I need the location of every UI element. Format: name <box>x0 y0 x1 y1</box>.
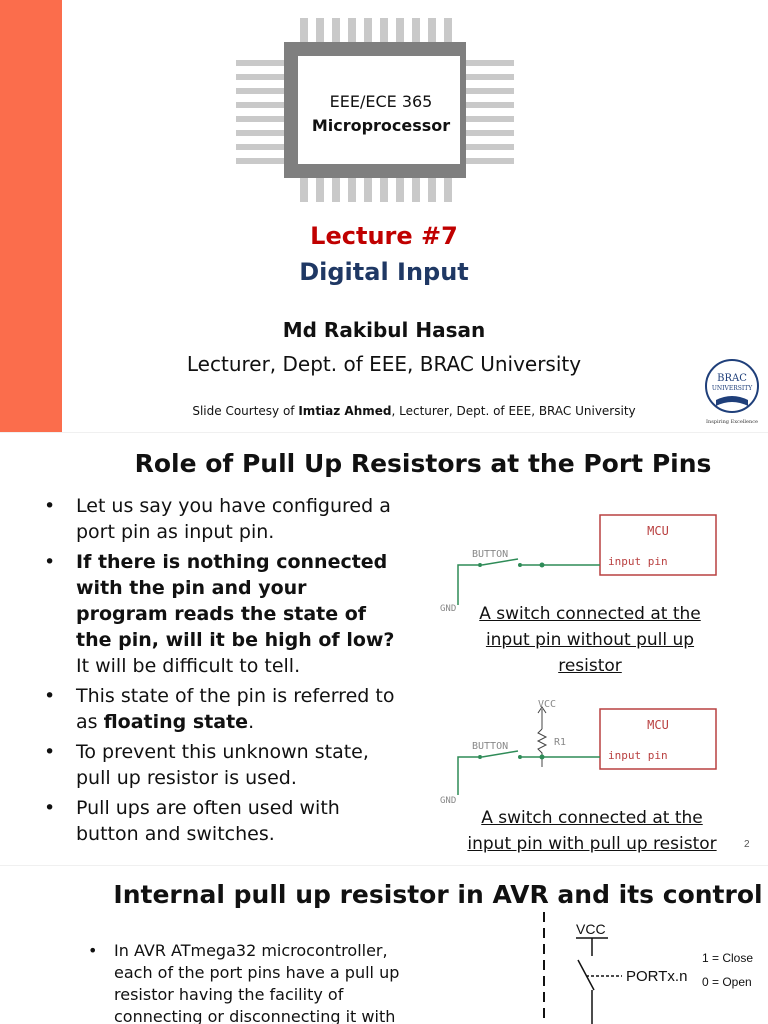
port-label: PORTx.n <box>626 968 688 985</box>
lecture-number: Lecture #7 <box>310 222 458 250</box>
author-affiliation: Lecturer, Dept. of EEE, BRAC University <box>186 352 582 376</box>
vcc-label: VCC <box>576 921 606 937</box>
input-pin-label: input pin <box>608 749 668 762</box>
bullet-list <box>88 940 428 1024</box>
gnd-label: GND <box>440 796 457 806</box>
bullet-item: • In AVR ATmega32 microcontroller, each of the port pins have a pull up resistor having the facility of connecting or disconnecting it with <box>88 941 400 1024</box>
circuit-with-pullup <box>440 699 716 806</box>
mcu-label: MCU <box>647 718 669 732</box>
course-code: EEE/ECE 365 <box>329 92 433 111</box>
input-pin-label: input pin <box>608 555 668 568</box>
close-label: 1 = Close <box>702 951 754 965</box>
courtesy-prefix: Slide Courtesy of <box>192 404 299 418</box>
bullet-text: Pull ups are often used with button and switches. <box>76 797 340 845</box>
button-label: BUTTON <box>472 741 509 752</box>
bullet-text: In AVR ATmega32 microcontroller, each of the port pins have a pull up resistor having the facility of connecting or disconnecting it with <box>114 941 400 1024</box>
caption-with-pullup: A switch connected at the input pin with pull up resistor <box>467 808 717 854</box>
bullet-text: To prevent this unknown state, pull up resistor is used. <box>76 741 369 789</box>
bullet-item: • If there is nothing connected with the pin and your program reads the state of the pin, will it be high of low? It will be difficult to tell. <box>44 551 395 677</box>
logo-tagline: Inspiring Excellence <box>706 419 758 425</box>
gnd-label: GND <box>440 604 457 614</box>
pullup-control-diagram <box>536 912 768 1024</box>
courtesy-name: Imtiaz Ahmed <box>298 404 392 418</box>
bullet-text: This state of the pin is referred to as <box>76 685 395 733</box>
open-label: 0 = Open <box>702 975 752 989</box>
logo-brac: BRAC <box>717 373 747 384</box>
bullet-text: . <box>248 711 255 733</box>
pull-up-slide <box>0 433 768 865</box>
r1-label: R1 <box>554 737 567 748</box>
vcc-label: VCC <box>538 699 557 710</box>
caption-without-pullup: A switch connected at the input pin without pull up resistor <box>479 604 701 676</box>
slide-title: Internal pull up resistor in AVR and its control <box>113 880 763 909</box>
slide-courtesy <box>0 404 768 418</box>
course-name: Microprocessor <box>311 116 451 135</box>
internal-pullup-slide <box>0 866 768 1024</box>
chip-label <box>300 90 462 138</box>
bullet-text: Let us say you have configured a port pin as input pin. <box>76 495 391 543</box>
courtesy-suffix: , Lecturer, Dept. of EEE, BRAC University <box>391 404 636 418</box>
slide-title: Role of Pull Up Resistors at the Port Pins <box>134 449 712 478</box>
title-slide <box>0 0 768 432</box>
bullet-item: • This state of the pin is referred to as floating state. <box>44 685 395 733</box>
bullet-item: • Let us say you have configured a port pin as input pin. <box>44 495 391 543</box>
brac-university-logo <box>700 356 764 430</box>
bullet-text: It will be difficult to tell. <box>76 655 301 677</box>
bullet-bold-text: floating state <box>103 711 249 733</box>
lecture-title: Digital Input <box>299 258 469 286</box>
bullet-item: • To prevent this unknown state, pull up resistor is used. <box>44 741 369 789</box>
button-label: BUTTON <box>472 549 509 560</box>
bullet-list <box>40 493 400 851</box>
logo-university: UNIVERSITY <box>711 385 753 392</box>
author-name: Md Rakibul Hasan <box>282 318 486 342</box>
mcu-label: MCU <box>647 524 669 538</box>
bullet-item: • Pull ups are often used with button and switches. <box>44 797 340 845</box>
page-number: 2 <box>744 839 750 850</box>
bullet-bold-text: If there is nothing connected with the pin and your program reads the state of the pin, will it be high of low? <box>76 551 395 651</box>
circuit-without-pullup <box>440 515 716 614</box>
